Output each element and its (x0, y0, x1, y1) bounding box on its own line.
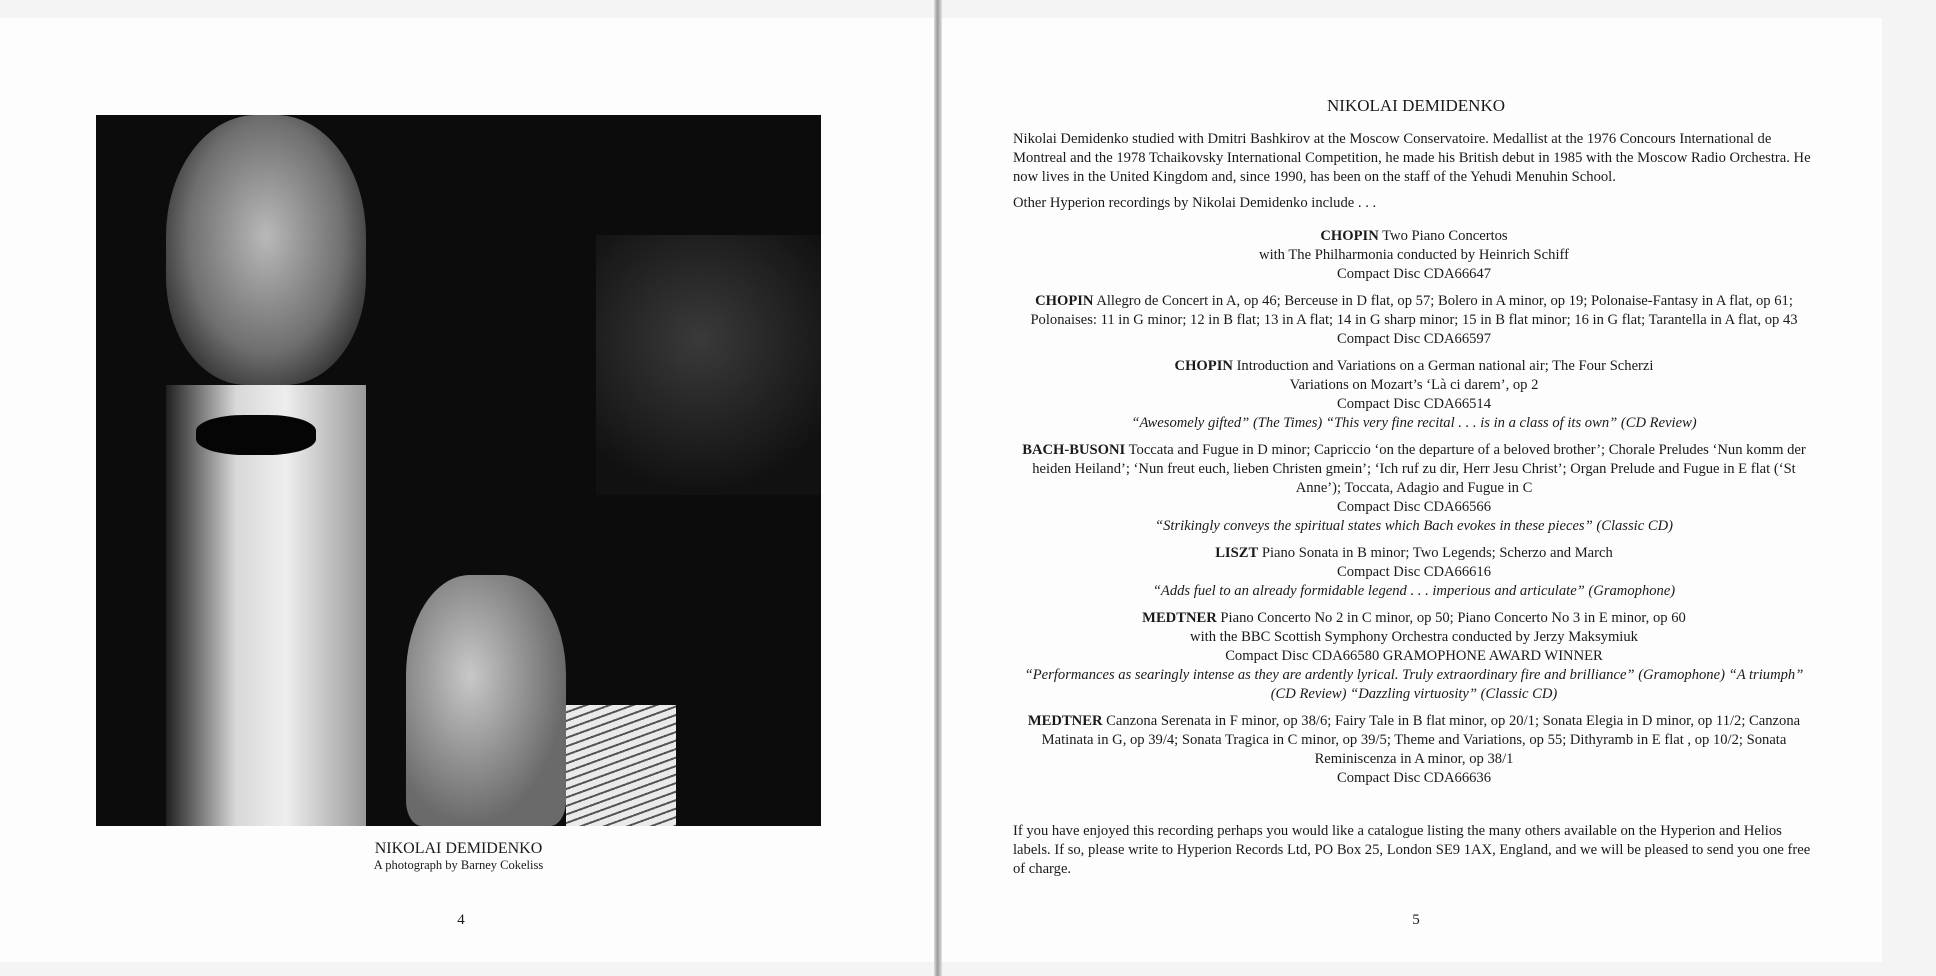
review-quote: “Performances as searingly intense as they are ardently lyrical. Truly extraordinary fire and brilliance” (Gramophone) “A triumph” (CD Review) “Dazzling virtuosity” (Classic CD) (1024, 667, 1804, 702)
biography-section (1013, 130, 1815, 796)
disc-number: Compact Disc CDA66580 GRAMOPHONE AWARD WINNER (1225, 648, 1603, 664)
disc-number: Compact Disc CDA66566 (1336, 499, 1492, 515)
performers: with the BBC Scottish Symphony Orchestra conducted by Jerzy Maksymiuk (1190, 629, 1638, 645)
review-quote: “Adds fuel to an already formidable legend . . . imperious and articulate” (Gramophone) (1152, 583, 1676, 599)
recordings-intro: Other Hyperion recordings by Nikolai Demidenko include . . . (1013, 195, 1377, 211)
composer: CHOPIN (1174, 358, 1233, 374)
works: Toccata and Fugue in D minor; Capriccio ‘on the departure of a beloved brother’; Chorale Preludes ‘Nun komm der heiden Heiland’; ‘Nun freut euch, lieben Christen gmein’; ‘Ich ruf zu dir, Herr Jesu Christ’; Organ Prelude and Fugue in E flat (‘St Anne’); Toccata, Adagio and Fugue in C (1032, 442, 1806, 496)
bow-tie (196, 415, 316, 455)
performers: with The Philharmonia conducted by Heinrich Schiff (1259, 247, 1569, 263)
performers: Variations on Mozart’s ‘Là ci darem’, op 2 (1289, 377, 1539, 393)
face (166, 115, 366, 385)
recording-entry (1013, 609, 1815, 704)
page-number-right: 5 (1412, 912, 1420, 928)
disc-number: Compact Disc CDA66597 (1336, 331, 1492, 347)
photo-caption-credit: A photograph by Barney Cokeliss (373, 858, 544, 872)
piano-lid (596, 235, 821, 495)
works: Piano Concerto No 2 in C minor, op 50; Piano Concerto No 3 in E minor, op 60 (1220, 610, 1686, 626)
composer: CHOPIN (1320, 228, 1379, 244)
catalogue-note: If you have enjoyed this recording perhaps you would like a catalogue listing the many others available on the Hyperion and Helios labels. If so, please write to Hyperion Records Ltd, PO Box 25, London SE9 1AX, England, and we will be pleased to send you one free of charge. (1013, 823, 1811, 877)
works: Two Piano Concertos (1382, 228, 1508, 244)
booklet-spine (934, 0, 942, 976)
composer: MEDTNER (1027, 713, 1103, 729)
works: Piano Sonata in B minor; Two Legends; Scherzo and March (1261, 545, 1613, 561)
composer: MEDTNER (1142, 610, 1217, 626)
disc-number: Compact Disc CDA66647 (1336, 266, 1492, 282)
recording-entry (1013, 227, 1815, 284)
works: Allegro de Concert in A, op 46; Berceuse in D flat, op 57; Bolero in A minor, op 19; Polonaise-Fantasy in A flat, op 61; Polonaises: 11 in G minor; 12 in B flat; 13 in A flat; 14 in G sharp minor; 15 in B flat minor; 16 in G flat; Tarantella in A flat, op 43 (1030, 293, 1798, 328)
disc-number: Compact Disc CDA66636 (1336, 770, 1492, 786)
works: Introduction and Variations on a German national air; The Four Scherzi (1236, 358, 1654, 374)
photo-caption-name: NIKOLAI DEMIDENKO (374, 840, 543, 857)
recording-entry (1013, 357, 1815, 433)
pianist-photograph (96, 115, 821, 826)
page-title: NIKOLAI DEMIDENKO (1327, 96, 1505, 115)
composer: BACH-BUSONI (1022, 442, 1126, 458)
disc-number: Compact Disc CDA66514 (1336, 396, 1492, 412)
bio-paragraph: Nikolai Demidenko studied with Dmitri Bashkirov at the Moscow Conservatoire. Medallist at the 1976 Concours International de Montreal and the 1978 Tchaikovsky International Competition, he made his British debut in 1985 with the Moscow Radio Orchestra. He now lives in the United Kingdom and, since 1990, has been on the staff of the Yehudi Menuhin School. (1013, 131, 1811, 185)
disc-number: Compact Disc CDA66616 (1336, 564, 1492, 580)
recording-entry (1013, 712, 1815, 788)
composer: CHOPIN (1035, 293, 1094, 309)
composer: LISZT (1215, 545, 1259, 561)
recordings-list (1013, 227, 1815, 788)
recording-entry (1013, 441, 1815, 536)
review-quote: “Awesomely gifted” (The Times) “This very fine recital . . . is in a class of its own” (CD Review) (1131, 415, 1697, 431)
works: Canzona Serenata in F minor, op 38/6; Fairy Tale in B flat minor, op 20/1; Sonata Elegia in D minor, op 11/2; Canzona Matinata in G, op 39/4; Sonata Tragica in C minor, op 39/5; Theme and Variations, op 55; Dithyramb in E flat , op 10/2; Sonata Reminiscenza in A minor, op 38/1 (1041, 713, 1801, 767)
page-number-left: 4 (457, 912, 465, 928)
recording-entry (1013, 292, 1815, 349)
review-quote: “Strikingly conveys the spiritual states which Bach evokes in these pieces” (Classic CD) (1155, 518, 1673, 534)
hand (406, 575, 566, 826)
piano-keys (566, 705, 676, 826)
recording-entry (1013, 544, 1815, 601)
